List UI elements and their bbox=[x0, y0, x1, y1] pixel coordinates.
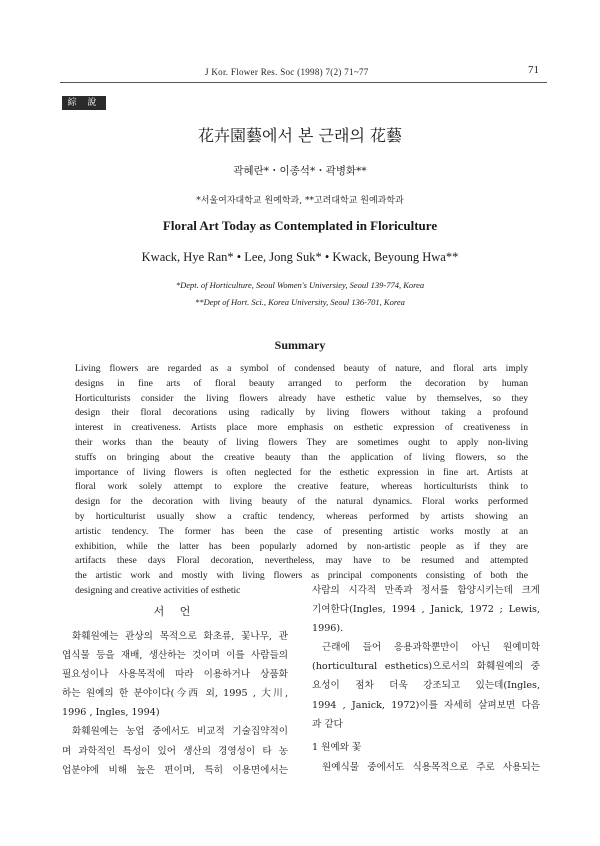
body-line: 화훼원예는 농업 중에서도 비교적 기술집약적이 bbox=[72, 726, 288, 738]
abstract-line: artistic tendency. The former has been the case of presenting artistic works mostly at an bbox=[75, 525, 528, 537]
body-line: 업분야에 비해 높은 편이며, 특히 이용면에서는 bbox=[62, 764, 288, 776]
english-affiliation-2: **Dept of Hort. Sci., Korea University, Seoul 136-701, Korea bbox=[195, 297, 405, 307]
korean-title: 花卉園藝에서 본 근래의 花藝 bbox=[198, 126, 402, 145]
right-column-tail bbox=[312, 758, 540, 777]
body-line: 기여한다(Ingles, 1994 , Janick, 1972 ; Lewis, bbox=[312, 604, 540, 616]
abstract-line: exhibition, while the latter has been popularly adorned by non-artistic people as if they are bbox=[75, 540, 528, 552]
abstract-line: by horticulturist usually show a craftic tendency, whereas performed by artists showing an bbox=[75, 510, 528, 522]
korean-authors: 곽혜란*・이종석*・곽병화** bbox=[233, 165, 367, 177]
body-line: 필요성이나 사용목적에 따라 이용하거나 상품화 bbox=[62, 669, 288, 681]
section-heading-introduction: 서 언 bbox=[153, 605, 197, 618]
abstract-line: importance of living flowers is often neglected for the esthetic expression in fine art. Artists at bbox=[75, 466, 528, 478]
abstract-line: Horticulturists consider the living flowers already have esthetic value by themselves, so they bbox=[75, 392, 528, 404]
abstract-line: artifacts these days Floral decoration, nevertheless, may have to be resumed and attempted bbox=[75, 555, 528, 567]
abstract-line: designing and creative activities of esthetic bbox=[75, 584, 241, 596]
journal-reference: J Kor. Flower Res. Soc (1998) 7(2) 71~77 bbox=[205, 67, 369, 77]
abstract-line: floral work solely attempt to explore the creative feature, whereas horticulturists think to bbox=[75, 481, 528, 493]
body-line: 엽식물 등을 재배, 생산하는 것이며 이를 사람들의 bbox=[62, 650, 288, 662]
page-number: 71 bbox=[528, 64, 539, 76]
header-divider bbox=[60, 82, 547, 83]
english-authors: Kwack, Hye Ran* • Lee, Jong Suk* • Kwack, Beyoung Hwa** bbox=[141, 250, 459, 264]
english-affiliation-1: *Dept. of Horticulture, Seoul Women's Universiey, Seoul 139-774, Korea bbox=[175, 280, 425, 290]
korean-affiliation: *서울여자대학교 원예학과, **고려대학교 원예과학과 bbox=[196, 196, 404, 206]
body-line: 원예식물 중에서도 식용목적으로 주로 사용되는 bbox=[322, 762, 540, 773]
body-line: 며 과학적인 특성이 있어 생산의 경영성이 타 농 bbox=[62, 745, 288, 757]
body-line: 화훼원예는 관상의 목적으로 화초류, 꽃나무, 관 bbox=[72, 631, 288, 642]
abstract-line: their works than the beauty of living flowers They are sometimes ought to apply non-living bbox=[75, 436, 528, 448]
abstract-line: interest in creativeness. Artists place more emphasis on esthetic expression of creativeness in bbox=[75, 422, 528, 434]
body-line: (horticultural esthetics)으로서의 화훼원예의 중 bbox=[312, 661, 540, 673]
body-line: 사람의 시각적 만족과 정서를 함양시키는데 크게 bbox=[312, 585, 540, 596]
abstract bbox=[75, 362, 528, 599]
left-column bbox=[62, 627, 288, 780]
english-title: Floral Art Today as Contemplated in Floriculture bbox=[162, 218, 438, 233]
body-line: 1996 , Ingles, 1994) bbox=[62, 707, 160, 719]
body-line: 1994 , Janick, 1972)이를 자세히 살펴보면 다음 bbox=[312, 699, 540, 711]
body-line: 근래에 들어 응용과학뿐만이 아닌 원예미학 bbox=[322, 642, 540, 654]
abstract-line: the artistic work and mostly with living flowers as principal components consisting of both the bbox=[75, 570, 528, 582]
abstract-line: stuffs on bringing about the creative beauty than the application of living flowers, so the bbox=[75, 451, 528, 463]
abstract-line: Living flowers are regarded as a symbol of condensed beauty of nature, and floral arts imply bbox=[75, 363, 528, 374]
body-line: 과 같다 bbox=[312, 718, 343, 730]
body-line: 1996). bbox=[312, 623, 344, 635]
body-line: 요성이 점차 더욱 강조되고 있는데(Ingles, bbox=[312, 680, 540, 692]
abstract-line: designs in fine arts of floral beauty arranged to perform the decoration by human bbox=[75, 377, 528, 389]
body-line: 하는 원예의 한 분야이다(今西 외, 1995 , 大川, bbox=[62, 688, 288, 700]
subsection-heading: 1 원예와 꽃 bbox=[312, 742, 362, 753]
category-badge: 綜 說 bbox=[62, 96, 106, 110]
summary-heading: Summary bbox=[274, 338, 326, 352]
abstract-line: design their floral decorations using radically by living flowers without taking a profound bbox=[75, 407, 528, 419]
right-column bbox=[312, 581, 540, 734]
abstract-line: design for the decoration with living beauty of the natural dynamics. Floral works performed bbox=[75, 496, 528, 508]
